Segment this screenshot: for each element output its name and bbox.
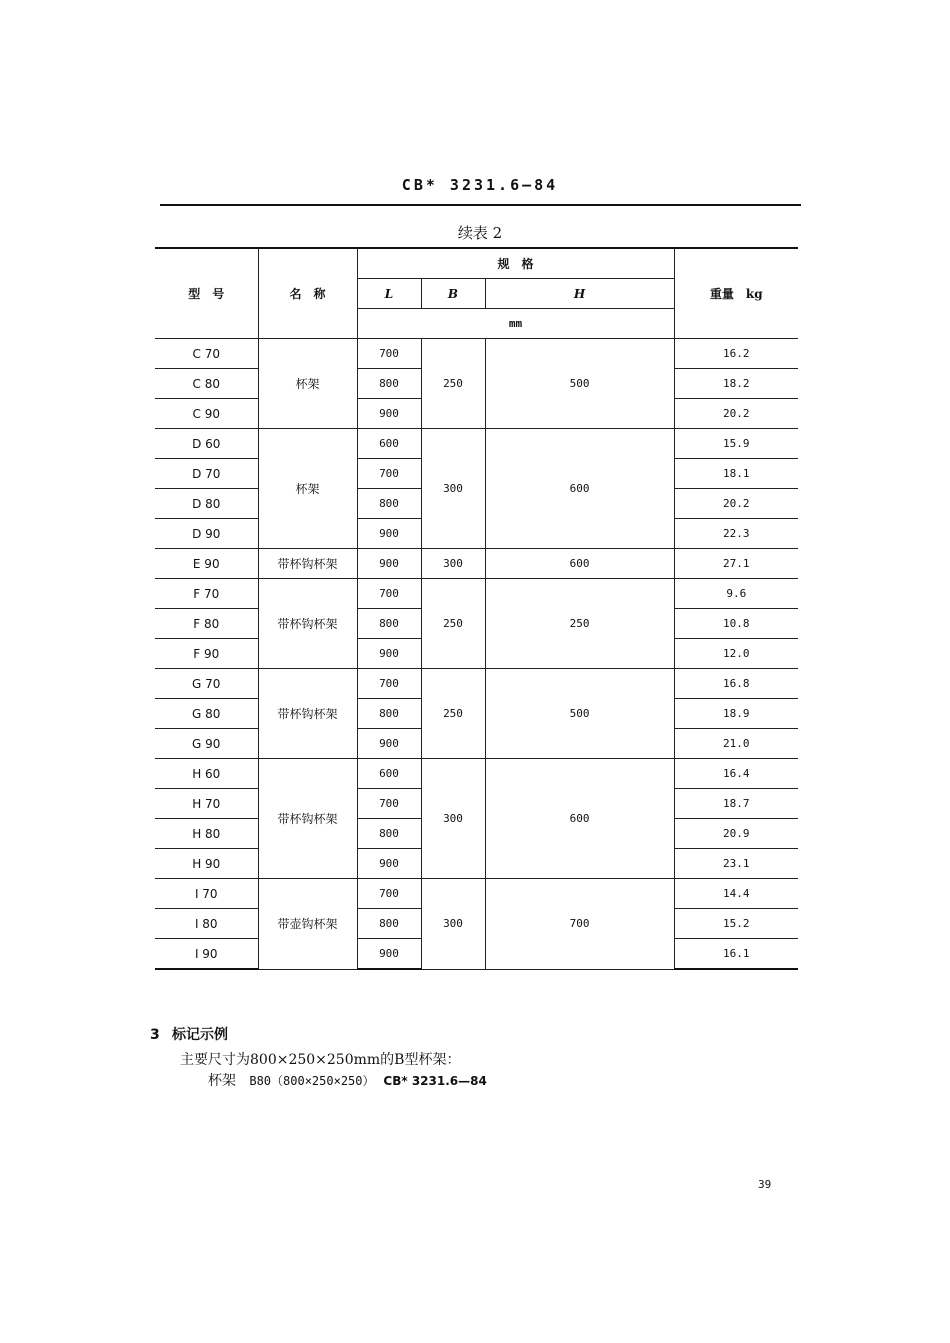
cell-model: C 90 bbox=[155, 399, 258, 429]
cell-model: G 80 bbox=[155, 699, 258, 729]
cell-model: D 70 bbox=[155, 459, 258, 489]
cell-model: D 80 bbox=[155, 489, 258, 519]
cell-L: 800 bbox=[357, 609, 421, 639]
cell-L: 800 bbox=[357, 489, 421, 519]
marking-example-description: 主要尺寸为800×250×250mm的B型杯架： bbox=[180, 1052, 461, 1068]
marking-example-standard: CB* 3231.6—84 bbox=[383, 1074, 487, 1088]
header-B: B bbox=[421, 279, 485, 309]
cell-weight: 20.9 bbox=[674, 819, 798, 849]
cell-L: 900 bbox=[357, 849, 421, 879]
header-model: 型 号 bbox=[155, 248, 258, 339]
table-row bbox=[155, 759, 798, 789]
spec-table bbox=[155, 247, 798, 970]
cell-model: I 70 bbox=[155, 879, 258, 909]
cell-L: 700 bbox=[357, 669, 421, 699]
cell-L: 700 bbox=[357, 579, 421, 609]
cell-L: 700 bbox=[357, 789, 421, 819]
cell-model: D 90 bbox=[155, 519, 258, 549]
cell-L: 800 bbox=[357, 369, 421, 399]
cell-H: 600 bbox=[485, 759, 674, 879]
cell-weight: 18.7 bbox=[674, 789, 798, 819]
table-row bbox=[155, 429, 798, 459]
cell-L: 900 bbox=[357, 729, 421, 759]
cell-weight: 14.4 bbox=[674, 879, 798, 909]
cell-weight: 21.0 bbox=[674, 729, 798, 759]
header-name: 名 称 bbox=[258, 248, 357, 339]
cell-L: 600 bbox=[357, 429, 421, 459]
spec-table-body bbox=[155, 339, 798, 970]
cell-model: E 90 bbox=[155, 549, 258, 579]
cell-H: 700 bbox=[485, 879, 674, 970]
table-row bbox=[155, 339, 798, 369]
cell-model: F 80 bbox=[155, 609, 258, 639]
cell-model: F 70 bbox=[155, 579, 258, 609]
header-H: H bbox=[485, 279, 674, 309]
table-caption: 续表 2 bbox=[457, 224, 503, 242]
cell-weight: 10.8 bbox=[674, 609, 798, 639]
cell-model: H 80 bbox=[155, 819, 258, 849]
cell-L: 700 bbox=[357, 459, 421, 489]
standard-code-header: CB* 3231.6—84 bbox=[401, 176, 559, 194]
cell-L: 800 bbox=[357, 699, 421, 729]
cell-B: 250 bbox=[421, 579, 485, 669]
marking-example-name: 杯架 bbox=[208, 1073, 236, 1089]
marking-example-code-line bbox=[208, 1070, 487, 1090]
table-row bbox=[155, 879, 798, 909]
header-unit: mm bbox=[357, 309, 674, 339]
cell-model: D 60 bbox=[155, 429, 258, 459]
cell-weight: 16.1 bbox=[674, 939, 798, 970]
cell-model: H 90 bbox=[155, 849, 258, 879]
cell-model: H 60 bbox=[155, 759, 258, 789]
cell-model: I 90 bbox=[155, 939, 258, 970]
cell-weight: 15.9 bbox=[674, 429, 798, 459]
cell-L: 700 bbox=[357, 879, 421, 909]
cell-B: 300 bbox=[421, 549, 485, 579]
header-L: L bbox=[357, 279, 421, 309]
section-number: 3 bbox=[150, 1027, 160, 1043]
cell-name: 杯架 bbox=[258, 339, 357, 429]
cell-L: 900 bbox=[357, 519, 421, 549]
marking-section-heading bbox=[150, 1024, 228, 1044]
cell-H: 500 bbox=[485, 339, 674, 429]
cell-L: 800 bbox=[357, 909, 421, 939]
cell-model: G 70 bbox=[155, 669, 258, 699]
cell-H: 250 bbox=[485, 579, 674, 669]
cell-weight: 16.4 bbox=[674, 759, 798, 789]
cell-weight: 22.3 bbox=[674, 519, 798, 549]
cell-L: 900 bbox=[357, 399, 421, 429]
cell-B: 300 bbox=[421, 759, 485, 879]
cell-B: 250 bbox=[421, 669, 485, 759]
cell-weight: 18.2 bbox=[674, 369, 798, 399]
table-row bbox=[155, 669, 798, 699]
cell-B: 300 bbox=[421, 879, 485, 970]
cell-name: 带杯钩杯架 bbox=[258, 549, 357, 579]
cell-weight: 18.1 bbox=[674, 459, 798, 489]
header-spec: 规 格 bbox=[357, 248, 674, 279]
cell-weight: 16.2 bbox=[674, 339, 798, 369]
marking-example-dimensions: B80（800×250×250） bbox=[249, 1074, 375, 1088]
cell-name: 带杯钩杯架 bbox=[258, 759, 357, 879]
cell-H: 600 bbox=[485, 429, 674, 549]
cell-L: 900 bbox=[357, 939, 421, 970]
cell-model: F 90 bbox=[155, 639, 258, 669]
table-row bbox=[155, 579, 798, 609]
cell-name: 带杯钩杯架 bbox=[258, 669, 357, 759]
cell-H: 500 bbox=[485, 669, 674, 759]
cell-name: 带壶钩杯架 bbox=[258, 879, 357, 970]
cell-weight: 27.1 bbox=[674, 549, 798, 579]
cell-model: G 90 bbox=[155, 729, 258, 759]
header-rule bbox=[160, 204, 801, 206]
header-weight: 重量 kg bbox=[674, 248, 798, 339]
table-row bbox=[155, 549, 798, 579]
cell-model: C 80 bbox=[155, 369, 258, 399]
cell-weight: 12.0 bbox=[674, 639, 798, 669]
cell-weight: 20.2 bbox=[674, 399, 798, 429]
cell-weight: 9.6 bbox=[674, 579, 798, 609]
cell-weight: 15.2 bbox=[674, 909, 798, 939]
cell-L: 800 bbox=[357, 819, 421, 849]
section-title: 标记示例 bbox=[172, 1027, 228, 1043]
spec-table-container bbox=[155, 247, 798, 970]
cell-weight: 23.1 bbox=[674, 849, 798, 879]
cell-L: 700 bbox=[357, 339, 421, 369]
page-number: 39 bbox=[758, 1178, 772, 1191]
cell-L: 900 bbox=[357, 549, 421, 579]
cell-L: 900 bbox=[357, 639, 421, 669]
cell-weight: 18.9 bbox=[674, 699, 798, 729]
cell-L: 600 bbox=[357, 759, 421, 789]
cell-model: H 70 bbox=[155, 789, 258, 819]
cell-weight: 20.2 bbox=[674, 489, 798, 519]
cell-weight: 16.8 bbox=[674, 669, 798, 699]
cell-model: I 80 bbox=[155, 909, 258, 939]
cell-name: 杯架 bbox=[258, 429, 357, 549]
cell-model: C 70 bbox=[155, 339, 258, 369]
cell-H: 600 bbox=[485, 549, 674, 579]
cell-B: 250 bbox=[421, 339, 485, 429]
cell-name: 带杯钩杯架 bbox=[258, 579, 357, 669]
cell-B: 300 bbox=[421, 429, 485, 549]
